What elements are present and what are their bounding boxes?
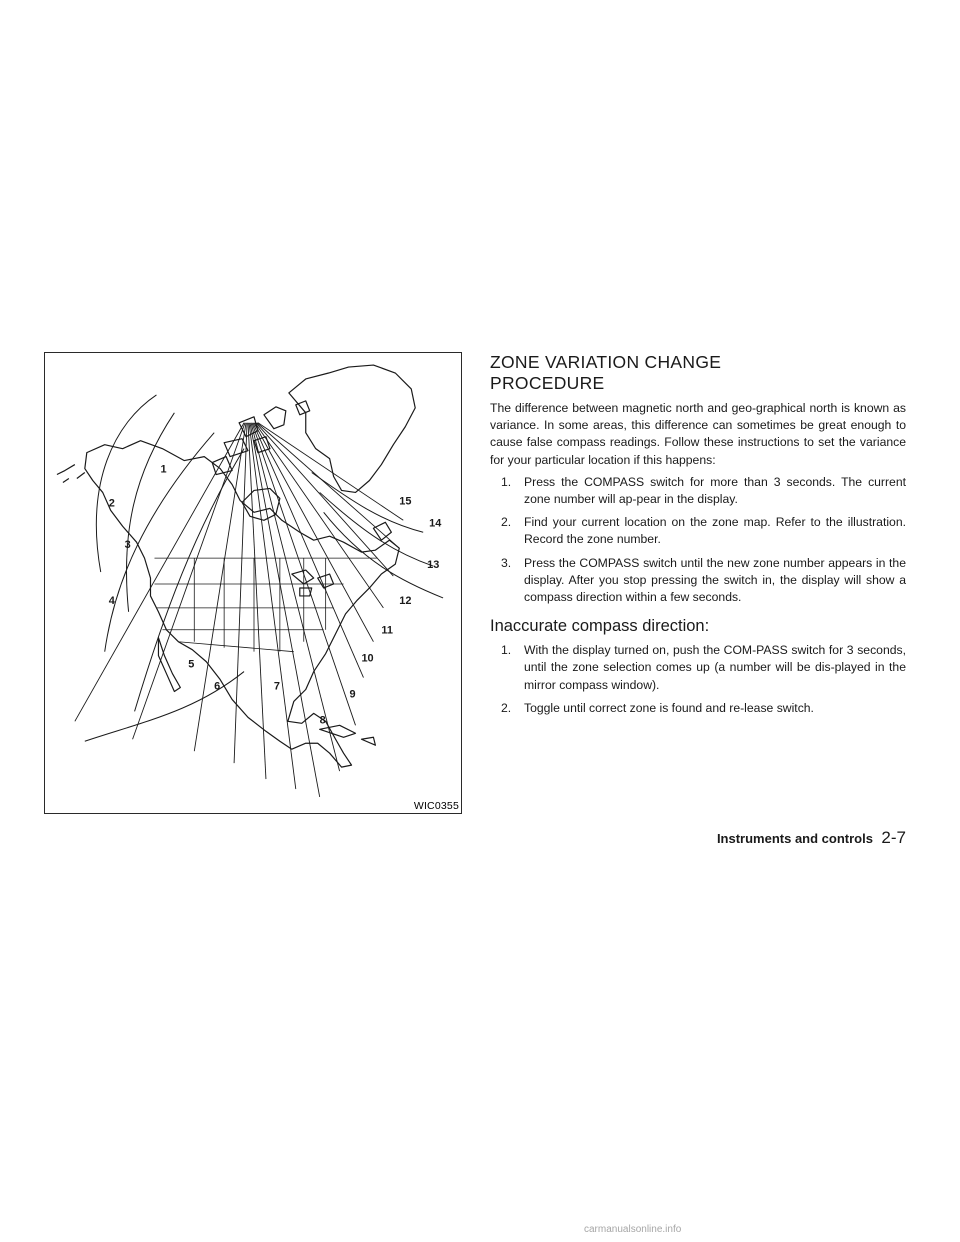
step-number: 2. bbox=[501, 700, 512, 715]
zone-label: 15 bbox=[399, 495, 412, 508]
page-number: 2-7 bbox=[881, 828, 906, 847]
step-text: Press the COMPASS switch until the new zone number appears in the display. After you stop pressing the switch in, the display will show a compass direction within a few seconds. bbox=[524, 555, 906, 605]
zone-label: 6 bbox=[214, 680, 221, 693]
step-number: 3. bbox=[501, 555, 512, 570]
footer-section-name: Instruments and controls bbox=[716, 831, 873, 846]
greenland-outline bbox=[289, 365, 415, 492]
zone-label: 7 bbox=[273, 680, 280, 693]
intro-paragraph: The difference between magnetic north and geo-graphical north is known as variance. In some areas, this difference can sometimes be great enough to cause false compass readings. Follow these instructions to set the variance for your particular location if this happens: bbox=[490, 401, 906, 467]
zone-label: 10 bbox=[361, 652, 374, 665]
watermark[interactable]: carmanualsonline.info bbox=[584, 1224, 682, 1235]
step-text: Find your current location on the zone map. Refer to the illustration. Record the zone number. bbox=[524, 515, 906, 547]
aleutian-chain bbox=[57, 465, 85, 483]
zone-label: 14 bbox=[429, 517, 442, 530]
procedure-step bbox=[501, 474, 906, 508]
zone-label: 11 bbox=[381, 624, 393, 637]
zone-label: 2 bbox=[108, 497, 115, 510]
zone-label: 8 bbox=[319, 714, 326, 727]
text-column bbox=[490, 352, 906, 717]
isogonic-lines bbox=[75, 423, 403, 797]
zone-map-figure bbox=[44, 352, 462, 814]
zone-label: 3 bbox=[124, 539, 131, 552]
zone-label: 12 bbox=[399, 594, 412, 607]
baja-peninsula bbox=[158, 638, 180, 692]
zone-label: 1 bbox=[160, 463, 167, 476]
section-title-line2: PROCEDURE bbox=[490, 373, 605, 393]
great-lakes bbox=[292, 570, 334, 596]
procedure-step bbox=[501, 700, 906, 717]
procedure-steps bbox=[490, 474, 906, 606]
step-number: 2. bbox=[501, 515, 512, 530]
zone-label: 5 bbox=[188, 658, 195, 671]
procedure-step bbox=[501, 555, 906, 607]
procedure-step bbox=[501, 514, 906, 548]
caribbean-islands bbox=[320, 725, 376, 745]
page-footer bbox=[675, 828, 906, 848]
step-text: Press the COMPASS switch for more than 3 seconds. The current zone number will ap-pear in the display. bbox=[524, 474, 906, 507]
step-text: With the display turned on, push the COM-PASS switch for 3 seconds, until the zone selection comes up (a number will be dis-played in the mirror compass window). bbox=[524, 643, 906, 692]
north-america-outline bbox=[85, 441, 399, 767]
step-number: 1. bbox=[501, 643, 512, 658]
political-borders bbox=[154, 558, 377, 652]
step-number: 1. bbox=[501, 474, 512, 489]
procedure-step bbox=[501, 642, 906, 694]
zone-label: 4 bbox=[108, 594, 115, 607]
step-text: Toggle until correct zone is found and re-lease switch. bbox=[524, 700, 814, 715]
zone-label: 9 bbox=[349, 688, 356, 701]
section-title-line1: ZONE VARIATION CHANGE bbox=[490, 352, 722, 372]
zone-number-labels bbox=[109, 464, 443, 727]
subsection-title: Inaccurate compass direction: bbox=[490, 617, 710, 636]
figure-code: WIC0355 bbox=[413, 800, 459, 812]
inaccurate-steps bbox=[490, 642, 906, 717]
section-title bbox=[490, 352, 906, 394]
zone-map-svg bbox=[45, 353, 461, 813]
zone-label: 13 bbox=[427, 559, 440, 572]
